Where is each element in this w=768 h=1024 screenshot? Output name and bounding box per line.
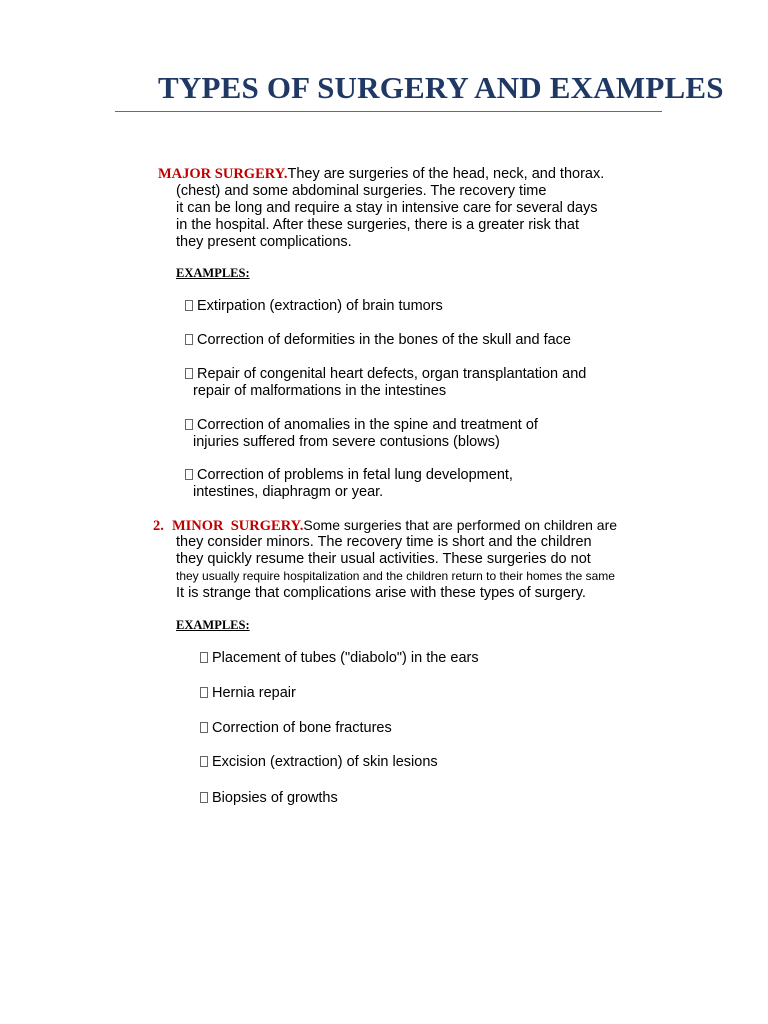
checkbox-glyph-icon	[200, 652, 208, 663]
major-example-text-continued: injuries suffered from severe contusions (blows)	[193, 434, 500, 450]
checkbox-glyph-icon	[185, 334, 193, 345]
major-example-text: Repair of congenital heart defects, organ transplantation and	[197, 366, 587, 382]
minor-example-text: Correction of bone fractures	[212, 720, 392, 736]
major-example-item	[185, 366, 586, 383]
major-example-text: Correction of deformities in the bones of the skull and face	[197, 332, 571, 348]
major-example-item	[185, 417, 538, 434]
minor-example-item	[200, 650, 479, 667]
checkbox-glyph-icon	[200, 792, 208, 803]
minor-examples-heading: EXAMPLES:	[176, 618, 250, 632]
major-example-text: Correction of anomalies in the spine and treatment of	[197, 417, 538, 433]
minor-surgery-text-1: Some surgeries that are performed on children are	[303, 517, 618, 533]
major-example-item	[185, 298, 443, 315]
major-example-text-continued: intestines, diaphragm or year.	[193, 484, 384, 500]
checkbox-glyph-icon	[185, 419, 193, 430]
major-example-text-continued: repair of malformations in the intestines	[193, 383, 447, 399]
page-title: TYPES OF SURGERY AND EXAMPLES	[158, 70, 724, 105]
minor-surgery-line-1	[153, 517, 617, 535]
major-surgery-text-2: (chest) and some abdominal surgeries. The recovery time	[176, 183, 547, 199]
major-surgery-label: MAJOR SURGERY.	[158, 166, 288, 182]
major-example-item	[185, 467, 513, 484]
minor-example-item	[200, 790, 338, 807]
minor-surgery-text-3: they quickly resume their usual activities. These surgeries do not	[176, 551, 591, 567]
major-example-text: Extirpation (extraction) of brain tumors	[197, 298, 443, 314]
major-surgery-text-1: They are surgeries of the head, neck, and thorax.	[287, 166, 605, 182]
checkbox-glyph-icon	[200, 722, 208, 733]
minor-example-text: Excision (extraction) of skin lesions	[212, 754, 438, 770]
minor-surgery-text-5: It is strange that complications arise with these types of surgery.	[176, 585, 586, 601]
checkbox-glyph-icon	[185, 300, 193, 311]
minor-surgery-number: 2.	[153, 518, 164, 534]
major-examples-heading: EXAMPLES:	[176, 266, 250, 280]
minor-surgery-label: MINOR SURGERY.	[171, 518, 304, 534]
minor-example-text: Placement of tubes ("diabolo") in the ears	[212, 650, 479, 666]
major-example-text: Correction of problems in fetal lung development,	[197, 467, 513, 483]
major-surgery-line-1	[158, 166, 604, 183]
minor-example-item	[200, 754, 438, 771]
title-divider	[115, 111, 662, 112]
major-surgery-text-4: in the hospital. After these surgeries, there is a greater risk that	[176, 217, 579, 233]
major-surgery-text-5: they present complications.	[176, 234, 352, 250]
checkbox-glyph-icon	[185, 469, 193, 480]
minor-surgery-text-4: they usually require hospitalization and the children return to their homes the same	[176, 569, 615, 583]
major-surgery-text-3: it can be long and require a stay in intensive care for several days	[176, 200, 598, 216]
minor-example-text: Biopsies of growths	[212, 790, 338, 806]
minor-example-item	[200, 720, 392, 737]
major-example-item	[185, 332, 571, 349]
checkbox-glyph-icon	[200, 756, 208, 767]
checkbox-glyph-icon	[200, 687, 208, 698]
minor-surgery-text-2: they consider minors. The recovery time is short and the children	[176, 534, 592, 550]
minor-example-item	[200, 685, 296, 702]
minor-example-text: Hernia repair	[212, 685, 296, 701]
checkbox-glyph-icon	[185, 368, 193, 379]
